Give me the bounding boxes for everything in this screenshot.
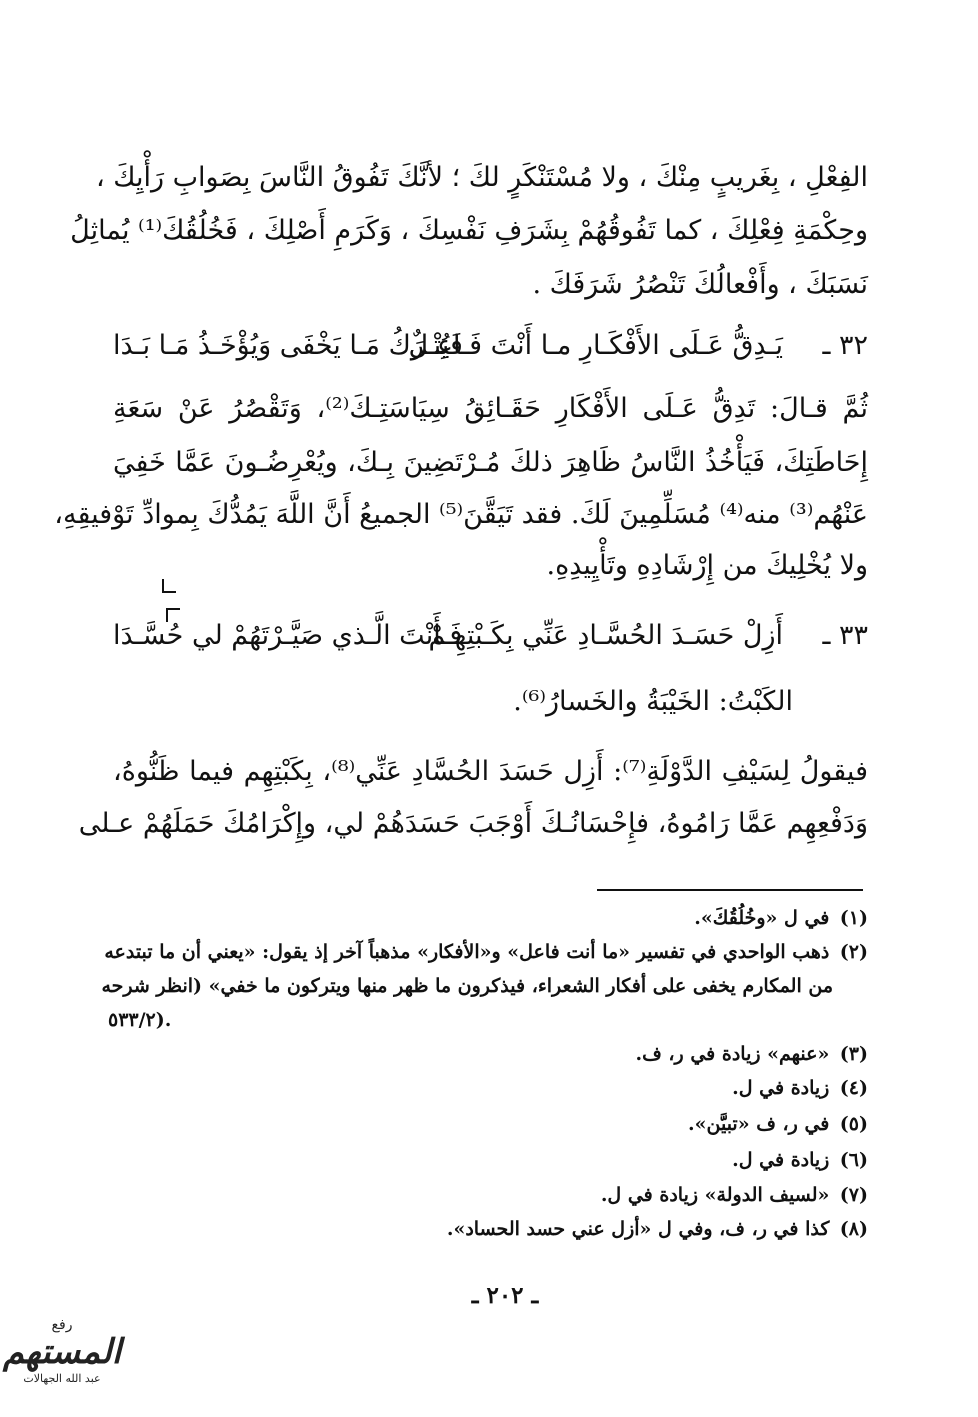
verse-second-hemistich: فَـأَنْتَ الَّـذي صَيَّـرْتَهُمْ لي حُسَّـدَا (113, 620, 463, 651)
body-line: عَنْهُم⁽³⁾ منه⁽⁴⁾ مُسَلِّمِينَ لَكَ. فقد تَيَقَّنَ⁽⁵⁾ الجميعُ أَنَّ اللَّهَ يَمُدُّكَ بِموادِّ تَوْفيقِهِ، (54, 499, 868, 530)
section-corner-mark (162, 579, 176, 593)
verse-first-hemistich: أَزِلْ حَسَـدَ الحُسَّـادِ عَنِّي بِكَـبْتِهِـمْ (428, 620, 783, 651)
footnote-number: (٧) (839, 1184, 868, 1206)
footnote-text: زيادة في ل. (732, 1077, 830, 1099)
footnote (108, 1180, 868, 1210)
body-line: ثُمَّ قـالَ: تَدِقُّ عَـلَى الأَفْكَارِ حَقَـائِقُ سِيَاسَتِـكَ⁽²⁾، وَتَقْصُرُ عَنْ سَعَةِ (113, 393, 868, 424)
footnote (104, 937, 868, 967)
verse-first-hemistich: يَـدِقُّ عَـلَى الأَفْكَـارِ مـا أَنْتَ فَـاعِـلٌ (408, 330, 783, 361)
library-stamp-logo (2, 1318, 122, 1410)
footnote-number: (٨) (839, 1218, 868, 1240)
footnote (108, 1109, 868, 1139)
body-line: وَدَفْعِهِم عَمَّا رَامُوهُ، فإِحْسَانُـكَ أَوْجَبَ حَسَدَهُمْ لي، وإِكْرَامُكَ حَمَلَهُمْ عـلى (78, 808, 868, 839)
body-line: وحِكْمَةِ فِعْلِكَ ، كما تَفُوقُهُمْ بِشَرَفِ نَفْسِكَ ، وَكَرَمِ أَصْلِكَ ، فَخُلُقُكَ⁽¹⁾ يُماثِلُ (70, 215, 868, 246)
stamp-main-text: المستهم (2, 1332, 122, 1372)
footnote (108, 1214, 868, 1244)
footnote-text: «لسيف الدولة» زيادة في ل. (600, 1184, 830, 1206)
footnote-number: (٥) (839, 1113, 868, 1135)
stamp-sub-text: عبد الله الجهالات (23, 1372, 101, 1385)
footnote (108, 903, 868, 933)
footnote-number: (١) (839, 907, 868, 929)
body-line: فيقولُ لِسَيْفِ الدَّوْلَةِ⁽⁷⁾: أَزِل حَسَدَ الحُسَّادِ عَنِّي⁽⁸⁾، بِكَبْتِهِم فيما ظَنُّوهُ، (113, 756, 868, 787)
footnote (108, 1073, 868, 1103)
body-line: إِحَاطَتِكَ، فَيَأْخُذُ النَّاسُ ظَاهِرَ ذلكَ مُـرْتَضِينَ بِـكَ، ويُعْرِضُـونَ عَمَّا خَفِيَ (113, 447, 868, 478)
footnote-number: (٤) (839, 1077, 868, 1099)
footnote-text: ذهب الواحدي في تفسير «ما أنت فاعل» و«الأفكار» مذهباً آخر إذ يقول: «يعني أن ما تبتدعه (104, 941, 830, 963)
footnote-text: في ل «وخُلُقُكَ». (694, 907, 830, 929)
footnote-continuation: ٥٣٣/٢). (108, 1009, 172, 1031)
footnote-text: زيادة في ل. (732, 1149, 830, 1171)
verse-32 (113, 324, 868, 368)
body-line: الفِعْلِ ، بِغَريبٍ مِنْكَ ، ولا مُسْتَنْكَرٍ لكَ ؛ لأنَّكَ تَفُوقُ النَّاسَ بِصَوابِ رَأْيِكَ ، (95, 162, 868, 193)
footnote (108, 1145, 868, 1175)
footnote-number: (٣) (839, 1043, 868, 1065)
footnote (108, 1039, 868, 1069)
footnote-number: (٦) (839, 1149, 868, 1171)
footnote-continuation: من المكارم يخفى على أفكار الشعراء، فيذكرون ما ظهر منها ويتركون ما خفي» (انظر شرحه (101, 975, 833, 997)
footnote-text: في ر، ف «تبيَّن». (688, 1113, 830, 1135)
body-line: نَسَبَكَ ، وأَفْعالُكَ تَنْصُرُ شَرَفَكَ . (532, 269, 868, 300)
footnote-separator (597, 889, 863, 891)
verse-second-hemistich: فَيُتْـرَكُ مَـا يَخْفَى وَيُؤْخَـذُ مَـا بَـدَا (113, 330, 463, 361)
stamp-top-text: رفع (51, 1317, 73, 1333)
body-line: ولا يُخْلِيكَ من إِرْشَادِهِ وتَأْيِيدِهِ. (546, 550, 868, 581)
verse-number: ٣٣ ـ (822, 620, 868, 651)
gloss-line: الكَبْتُ: الخَيْبَةُ والخَسارُ⁽⁶⁾. (513, 686, 793, 717)
verse-33 (113, 614, 868, 658)
footnote-text: «عنهم» زيادة في ر، ف. (635, 1043, 830, 1065)
verse-number: ٣٢ ـ (822, 330, 868, 361)
page-number: ـ ٢٠٢ ـ (471, 1282, 539, 1309)
footnote-number: (٢) (839, 941, 868, 963)
footnote-text: كذا في ر، ف، وفي ل «أزل عني حسد الحساد». (446, 1218, 830, 1240)
